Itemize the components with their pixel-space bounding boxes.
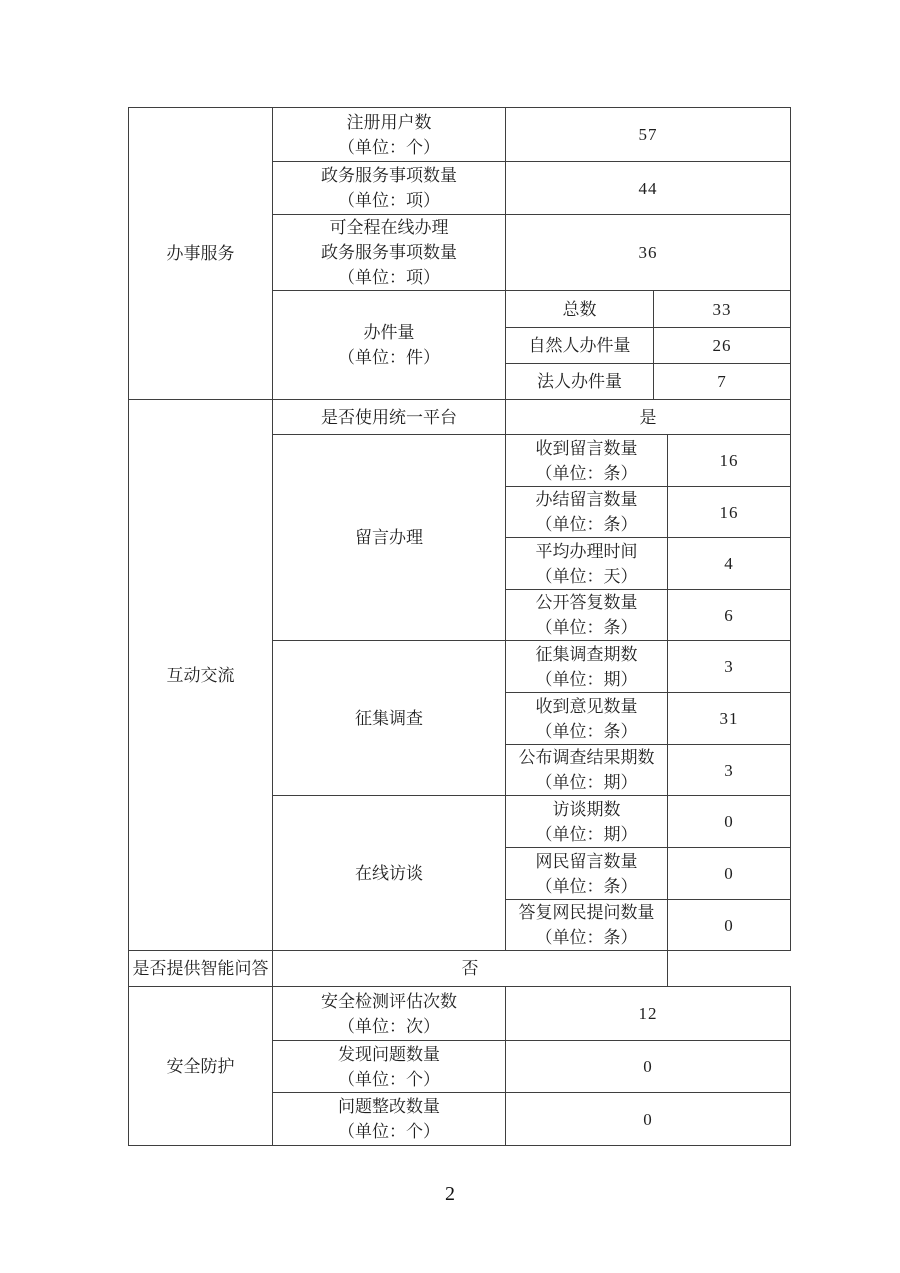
submetric-value-interview-replies: 0 (668, 900, 791, 951)
metric-unit-text: （单位：个） (338, 1122, 440, 1141)
metric-value-problems-rectified: 0 (506, 1093, 791, 1146)
metric-value-unified-platform: 是 (506, 400, 791, 435)
metric-label-smart-qa: 是否提供智能问答 (129, 951, 273, 987)
metric-label-text: 访谈期数 (552, 799, 621, 819)
metric-unit-text: （单位：条） (535, 515, 638, 534)
metric-label-text: 政务服务事项数量 (321, 166, 457, 185)
metric-label-text: 发现问题数量 (338, 1044, 440, 1064)
submetric-label-interview-periods (506, 796, 668, 848)
metric-unit-text: （单位：条） (535, 928, 638, 947)
submetric-label-legal-person: 法人办件量 (506, 364, 654, 400)
metric-label-text: 公布调查结果期数 (518, 748, 655, 767)
submetric-label-public-reply (506, 590, 668, 641)
metric-unit-text: （单位：天） (535, 566, 638, 586)
metric-label-text: 办结留言数量 (535, 490, 638, 509)
group-label-survey: 征集调查 (273, 641, 506, 796)
metric-label-registered-users (273, 108, 506, 162)
submetric-label-survey-results (506, 745, 668, 796)
submetric-value-avg-time: 4 (668, 538, 791, 590)
metric-label-text: 问题整改数量 (338, 1097, 440, 1116)
metric-label-assessment (273, 987, 506, 1041)
submetric-label-interview-replies (506, 900, 668, 951)
submetric-value-interview-messages: 0 (668, 848, 791, 900)
metric-unit-text: （单位：条） (535, 721, 638, 741)
submetric-value-legal-person: 7 (654, 364, 791, 400)
metric-unit-text: （单位：期） (535, 773, 638, 792)
metric-label-text: 注册用户数 (346, 112, 432, 132)
metric-value-service-items: 44 (506, 162, 791, 215)
metric-value-registered-users: 57 (506, 108, 791, 162)
submetric-value-interview-periods: 0 (668, 796, 791, 848)
table-row (129, 951, 791, 987)
metric-label-service-items (273, 162, 506, 215)
metric-label-text: 公开答复数量 (535, 593, 638, 612)
metric-label-text: 答复网民提问数量 (518, 903, 655, 922)
group-label-interview: 在线访谈 (273, 796, 506, 951)
metric-value-problems-found: 0 (506, 1041, 791, 1093)
metric-label-text: 征集调查期数 (535, 644, 638, 664)
page-number: 2 (445, 1183, 455, 1205)
submetric-label-messages-received (506, 435, 668, 487)
metric-label-text: 平均办理时间 (535, 541, 638, 561)
submetric-value-survey-results: 3 (668, 745, 791, 796)
section-label-service: 办事服务 (129, 108, 273, 400)
table-row (129, 400, 791, 435)
metric-unit-text: （单位：条） (535, 618, 638, 637)
report-table (128, 107, 791, 1146)
metric-label-problems-found (273, 1041, 506, 1093)
metric-label-unified-platform: 是否使用统一平台 (273, 400, 506, 435)
table-row (129, 108, 791, 162)
metric-value-smart-qa: 否 (273, 951, 668, 987)
metric-label-text: 网民留言数量 (535, 851, 638, 871)
metric-unit-text: （单位：条） (535, 463, 638, 483)
submetric-label-survey-periods (506, 641, 668, 693)
metric-label-problems-rectified (273, 1093, 506, 1146)
metric-label-text: 办件量 (363, 323, 415, 342)
metric-unit-text: （单位：项） (338, 191, 440, 210)
metric-unit-text: （单位：项） (338, 268, 440, 287)
metric-value-assessment: 12 (506, 987, 791, 1041)
submetric-value-total: 33 (654, 291, 791, 328)
section-label-interaction: 互动交流 (129, 400, 273, 951)
group-label-case-volume (273, 291, 506, 400)
submetric-value-public-reply: 6 (668, 590, 791, 641)
submetric-value-natural-person: 26 (654, 328, 791, 364)
metric-unit-text: （单位：个） (338, 1069, 440, 1089)
submetric-label-messages-completed (506, 487, 668, 538)
section-label-security: 安全防护 (129, 987, 273, 1146)
submetric-value-messages-completed: 16 (668, 487, 791, 538)
metric-label-text: 收到意见数量 (535, 696, 638, 716)
submetric-label-survey-opinions (506, 693, 668, 745)
metric-label-text: 可全程在线办理 (329, 218, 449, 237)
metric-unit-text: （单位：次） (338, 1016, 440, 1036)
submetric-label-total: 总数 (506, 291, 654, 328)
metric-unit-text: （单位：期） (535, 824, 638, 844)
metric-label-full-online (273, 215, 506, 291)
metric-label-text: 收到留言数量 (535, 438, 638, 458)
metric-value-full-online: 36 (506, 215, 791, 291)
submetric-value-survey-opinions: 31 (668, 693, 791, 745)
metric-unit-text: （单位：条） (535, 876, 638, 896)
submetric-label-avg-time (506, 538, 668, 590)
metric-label-text: 政务服务事项数量 (321, 243, 457, 262)
table-row (129, 987, 791, 1041)
submetric-label-natural-person: 自然人办件量 (506, 328, 654, 364)
metric-unit-text: （单位：期） (535, 669, 638, 689)
submetric-value-messages-received: 16 (668, 435, 791, 487)
metric-unit-text: （单位：件） (338, 348, 440, 367)
group-label-message-handling: 留言办理 (273, 435, 506, 641)
submetric-value-survey-periods: 3 (668, 641, 791, 693)
submetric-label-interview-messages (506, 848, 668, 900)
metric-label-text: 安全检测评估次数 (321, 991, 457, 1011)
metric-unit-text: （单位：个） (338, 137, 440, 157)
